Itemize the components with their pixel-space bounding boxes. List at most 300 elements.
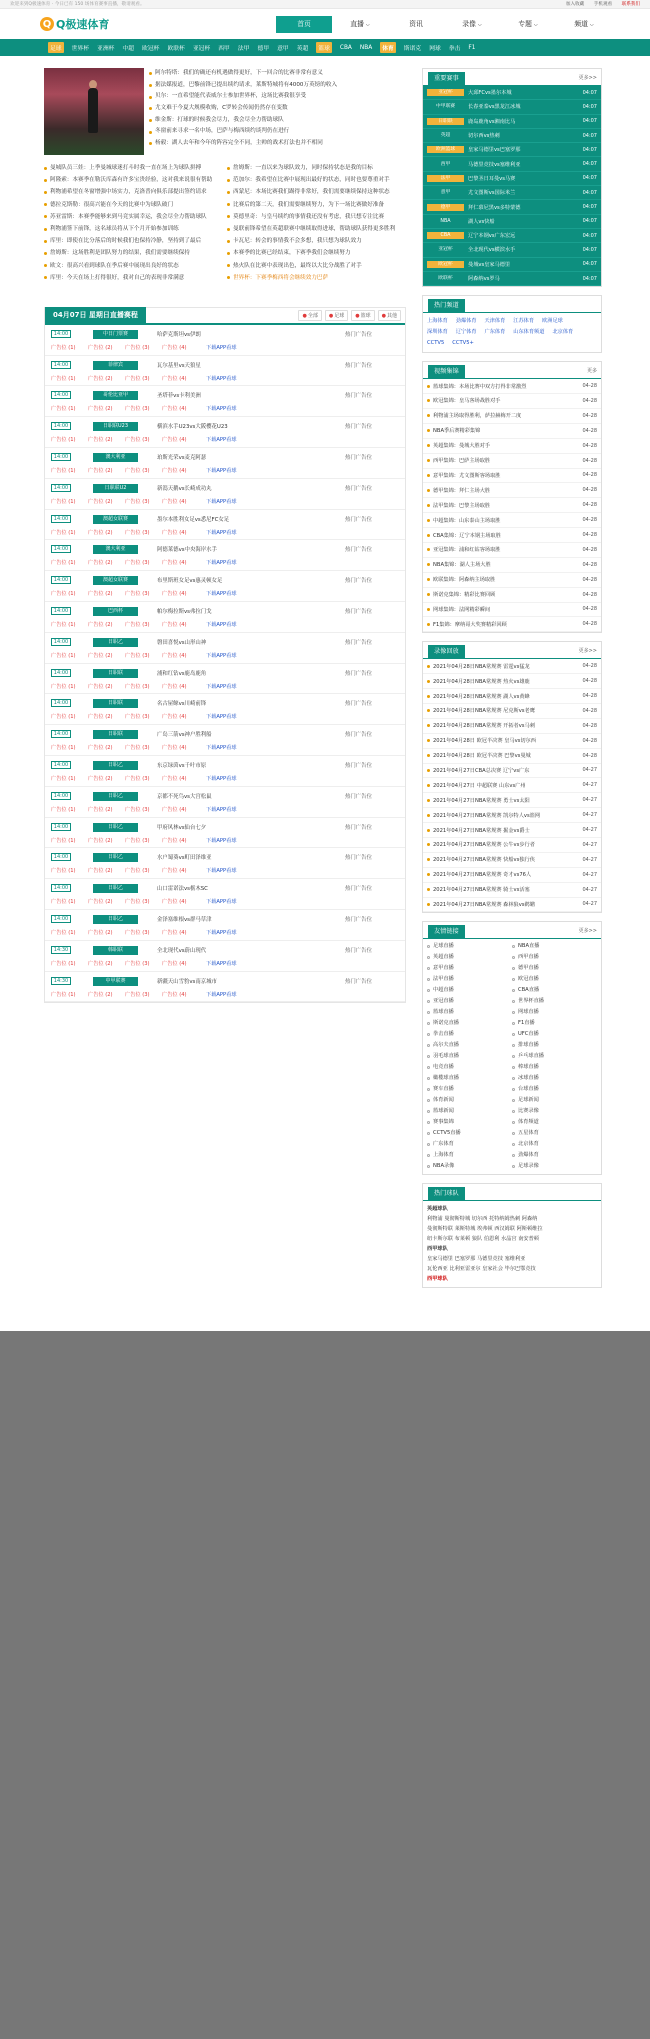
stream-link[interactable]: 广告位 (3): [125, 837, 150, 844]
stream-link[interactable]: 广告位 (3): [125, 899, 150, 906]
league-badge[interactable]: 日职乙: [93, 823, 138, 832]
channel-link[interactable]: CCTV5+: [452, 340, 474, 347]
match-name[interactable]: 东京绿茵vs千叶市原: [157, 763, 207, 770]
match-name[interactable]: 墨尔本胜利女足vs悉尼FC女足: [157, 516, 230, 523]
list-item[interactable]: [423, 808, 601, 823]
download-app-link[interactable]: 下载APP看球: [206, 806, 237, 813]
download-app-link[interactable]: 下载APP看球: [206, 406, 237, 413]
stream-link[interactable]: 广告位 (1): [51, 868, 76, 875]
nav-item[interactable]: [388, 16, 444, 33]
event-item[interactable]: [423, 143, 601, 157]
category-link[interactable]: 西甲: [218, 46, 230, 52]
news-item[interactable]: [227, 247, 406, 259]
headline-item[interactable]: [149, 80, 406, 92]
download-app-link[interactable]: 下载APP看球: [206, 652, 237, 659]
headline-item[interactable]: [149, 103, 406, 115]
friend-link[interactable]: [512, 1073, 597, 1084]
friend-link[interactable]: [512, 1007, 597, 1018]
match-name[interactable]: 水户蜀葵vs町田泽维亚: [157, 855, 212, 862]
league-badge[interactable]: 日职乙: [93, 761, 138, 770]
download-app-link[interactable]: 下载APP看球: [206, 683, 237, 690]
friend-link[interactable]: [512, 952, 597, 963]
event-item[interactable]: [423, 86, 601, 100]
match-name[interactable]: 全北现代vs蔚山现代: [157, 947, 207, 954]
friend-link[interactable]: [427, 1062, 512, 1073]
stream-link[interactable]: 广告位 (1): [51, 622, 76, 629]
category-link[interactable]: 斯诺克: [403, 46, 422, 52]
download-app-link[interactable]: 下载APP看球: [206, 622, 237, 629]
category-link[interactable]: 拳击: [448, 46, 461, 52]
list-item[interactable]: [423, 454, 601, 469]
list-item[interactable]: [423, 823, 601, 838]
friend-link[interactable]: [512, 1139, 597, 1150]
stream-link[interactable]: 广告位 (4): [162, 930, 187, 937]
match-name[interactable]: 京都不死鸟vs大宫松鼠: [157, 793, 212, 800]
stream-link[interactable]: 广告位 (3): [125, 806, 150, 813]
stream-link[interactable]: 广告位 (3): [125, 776, 150, 783]
category-link[interactable]: 法甲: [237, 46, 250, 52]
ad-slot[interactable]: 热门广告位: [345, 609, 372, 616]
stream-link[interactable]: 广告位 (2): [88, 837, 113, 844]
download-app-link[interactable]: 下载APP看球: [206, 498, 237, 505]
stream-link[interactable]: 广告位 (1): [51, 683, 76, 690]
friend-link[interactable]: [512, 941, 597, 952]
nav-item[interactable]: [332, 16, 388, 33]
stream-link[interactable]: 广告位 (2): [88, 899, 113, 906]
download-app-link[interactable]: 下载APP看球: [206, 745, 237, 752]
stream-link[interactable]: 广告位 (1): [51, 714, 76, 721]
league-badge[interactable]: 日职乙: [93, 884, 138, 893]
friend-link[interactable]: [427, 1018, 512, 1029]
stream-link[interactable]: 广告位 (2): [88, 344, 113, 351]
nav-item[interactable]: [500, 16, 556, 33]
stream-link[interactable]: 广告位 (2): [88, 991, 113, 998]
stream-link[interactable]: 广告位 (2): [88, 406, 113, 413]
stream-link[interactable]: 广告位 (3): [125, 652, 150, 659]
friend-link[interactable]: [427, 1139, 512, 1150]
ad-slot[interactable]: 热门广告位: [345, 516, 372, 523]
match-name[interactable]: 金泽塞维根vs群马草津: [157, 917, 212, 924]
stream-link[interactable]: 广告位 (4): [162, 529, 187, 536]
event-item[interactable]: [423, 215, 601, 229]
list-item[interactable]: [423, 379, 601, 394]
league-badge[interactable]: 日职联: [93, 730, 138, 739]
stream-link[interactable]: 广告位 (4): [162, 960, 187, 967]
stream-link[interactable]: 广告位 (3): [125, 622, 150, 629]
match-name[interactable]: 浦和红钻vs鹿岛鹿角: [157, 670, 207, 677]
list-item[interactable]: [423, 659, 601, 674]
friend-link[interactable]: [512, 1106, 597, 1117]
headline-item[interactable]: [149, 126, 406, 138]
contact-link[interactable]: 联系我们: [621, 2, 640, 7]
headline-item[interactable]: [149, 138, 406, 150]
league-badge[interactable]: 中甲联赛: [93, 977, 138, 986]
ad-slot[interactable]: 热门广告位: [345, 763, 372, 770]
list-item[interactable]: [423, 469, 601, 484]
team-line[interactable]: 曼彻斯特联 莱斯特城 埃弗顿 西汉姆联 阿斯顿维拉: [427, 1226, 543, 1233]
stream-link[interactable]: 广告位 (1): [51, 529, 76, 536]
match-name[interactable]: 珀斯光荣vs麦克阿瑟: [157, 455, 207, 462]
stream-link[interactable]: 广告位 (3): [125, 529, 150, 536]
stream-link[interactable]: 广告位 (1): [51, 960, 76, 967]
download-app-link[interactable]: 下载APP看球: [206, 930, 237, 937]
stream-link[interactable]: 广告位 (4): [162, 622, 187, 629]
event-item[interactable]: [423, 157, 601, 171]
stream-link[interactable]: 广告位 (3): [125, 468, 150, 475]
team-line[interactable]: 皇家马德里 巴塞罗那 马德里竞技 塞维利亚: [427, 1256, 526, 1263]
stream-link[interactable]: 广告位 (4): [162, 498, 187, 505]
stream-link[interactable]: 广告位 (2): [88, 806, 113, 813]
match-name[interactable]: 甲府风林vs仙台七夕: [157, 824, 207, 831]
list-item[interactable]: [423, 778, 601, 793]
stream-link[interactable]: 广告位 (4): [162, 437, 187, 444]
stream-link[interactable]: 广告位 (3): [125, 930, 150, 937]
mobile-link[interactable]: 手机观看: [593, 2, 613, 7]
friend-link[interactable]: [427, 1051, 512, 1062]
category-link[interactable]: 意甲: [277, 46, 289, 52]
event-item[interactable]: [423, 172, 601, 186]
league-badge[interactable]: 韩职联: [93, 946, 138, 955]
ad-slot[interactable]: 热门广告位: [345, 701, 372, 708]
stream-link[interactable]: 广告位 (2): [88, 468, 113, 475]
stream-link[interactable]: 广告位 (3): [125, 437, 150, 444]
news-item[interactable]: [44, 162, 223, 174]
league-badge[interactable]: 中日门票赛: [93, 330, 138, 339]
stream-link[interactable]: 广告位 (2): [88, 437, 113, 444]
list-item[interactable]: [423, 603, 601, 618]
stream-link[interactable]: 广告位 (2): [88, 375, 113, 382]
friend-link[interactable]: [427, 1007, 512, 1018]
ad-slot[interactable]: 热门广告位: [345, 886, 372, 893]
stream-link[interactable]: 广告位 (2): [88, 622, 113, 629]
category-link[interactable]: 足球: [48, 42, 64, 53]
list-item[interactable]: [423, 439, 601, 454]
stream-link[interactable]: 广告位 (4): [162, 652, 187, 659]
league-badge[interactable]: 日职乙: [93, 792, 138, 801]
more-link[interactable]: 更多>>: [578, 647, 597, 654]
filter-2[interactable]: [351, 310, 374, 321]
ad-slot[interactable]: 热门广告位: [345, 578, 372, 585]
news-item[interactable]: [227, 174, 406, 186]
event-item[interactable]: [423, 229, 601, 243]
event-item[interactable]: [423, 186, 601, 200]
friend-link[interactable]: [427, 963, 512, 974]
team-line[interactable]: 利物浦 曼彻斯特城 切尔西 托特纳姆热刺 阿森纳: [427, 1216, 538, 1223]
list-item[interactable]: [423, 409, 601, 424]
news-item[interactable]: [227, 186, 406, 198]
stream-link[interactable]: 广告位 (1): [51, 498, 76, 505]
news-item[interactable]: [44, 260, 223, 272]
stream-link[interactable]: 广告位 (1): [51, 899, 76, 906]
stream-link[interactable]: 广告位 (4): [162, 591, 187, 598]
news-item-highlight[interactable]: [227, 272, 406, 284]
league-badge[interactable]: 澳超女联赛: [93, 576, 138, 585]
category-link[interactable]: 世界杯: [71, 46, 90, 52]
match-name[interactable]: 横滨水手U23vs大阪樱花U23: [157, 424, 228, 431]
category-link[interactable]: 欧联杯: [167, 46, 185, 52]
category-link[interactable]: 篮球: [316, 42, 332, 53]
stream-link[interactable]: 广告位 (4): [162, 714, 187, 721]
list-item[interactable]: [423, 513, 601, 528]
league-badge[interactable]: 日职乙: [93, 915, 138, 924]
stream-link[interactable]: 广告位 (4): [162, 468, 187, 475]
list-item[interactable]: [423, 498, 601, 513]
stream-link[interactable]: 广告位 (3): [125, 991, 150, 998]
list-item[interactable]: [423, 868, 601, 883]
stream-link[interactable]: 广告位 (3): [125, 683, 150, 690]
list-item[interactable]: [423, 689, 601, 704]
stream-link[interactable]: 广告位 (3): [125, 344, 150, 351]
match-name[interactable]: 帕尔梅拉斯vs弗拉门戈: [157, 609, 212, 616]
stream-link[interactable]: 广告位 (1): [51, 837, 76, 844]
friend-link[interactable]: [512, 1018, 597, 1029]
match-name[interactable]: 新疆天山雪豹vs南京城市: [157, 978, 217, 985]
stream-link[interactable]: 广告位 (4): [162, 837, 187, 844]
friend-link[interactable]: [427, 1095, 512, 1106]
event-item[interactable]: [423, 115, 601, 129]
friend-link[interactable]: [427, 1029, 512, 1040]
friend-link[interactable]: [427, 941, 512, 952]
stream-link[interactable]: 广告位 (1): [51, 344, 76, 351]
stream-link[interactable]: 广告位 (4): [162, 683, 187, 690]
channel-link[interactable]: 深圳体育: [427, 329, 448, 336]
channel-link[interactable]: 天津体育: [484, 318, 506, 325]
site-logo[interactable]: [40, 16, 109, 32]
news-item[interactable]: [44, 235, 223, 247]
league-badge[interactable]: 哥伦比亚甲: [93, 391, 138, 400]
friend-link[interactable]: [427, 1073, 512, 1084]
stream-link[interactable]: 广告位 (3): [125, 560, 150, 567]
channel-link[interactable]: 辽宁体育: [455, 329, 477, 336]
ad-slot[interactable]: 热门广告位: [345, 393, 372, 400]
friend-link[interactable]: [512, 1161, 597, 1172]
event-item[interactable]: [423, 129, 601, 143]
download-app-link[interactable]: 下载APP看球: [206, 868, 237, 875]
match-name[interactable]: 哈萨克斯坦vs伊朗: [157, 331, 201, 338]
stream-link[interactable]: 广告位 (4): [162, 344, 187, 351]
ad-slot[interactable]: 热门广告位: [345, 485, 372, 492]
list-item[interactable]: [423, 898, 601, 913]
ad-slot[interactable]: 热门广告位: [345, 670, 372, 677]
download-app-link[interactable]: 下载APP看球: [206, 837, 237, 844]
ad-slot[interactable]: 热门广告位: [345, 855, 372, 862]
category-link[interactable]: 德甲: [257, 46, 270, 52]
news-item[interactable]: [44, 174, 223, 186]
friend-link[interactable]: [512, 1062, 597, 1073]
friend-link[interactable]: [512, 1040, 597, 1051]
match-name[interactable]: 名古屋鲸vs川崎前锋: [157, 701, 207, 708]
friend-link[interactable]: [512, 1084, 597, 1095]
friend-link[interactable]: [427, 1161, 512, 1172]
download-app-link[interactable]: 下载APP看球: [206, 714, 237, 721]
friend-link[interactable]: [512, 996, 597, 1007]
league-badge[interactable]: 菲律宾: [93, 361, 138, 370]
ad-slot[interactable]: 热门广告位: [345, 824, 372, 831]
stream-link[interactable]: 广告位 (2): [88, 930, 113, 937]
list-item[interactable]: [423, 719, 601, 734]
news-item[interactable]: [227, 223, 406, 235]
league-badge[interactable]: 日职联: [93, 669, 138, 678]
stream-link[interactable]: 广告位 (2): [88, 498, 113, 505]
news-item[interactable]: [44, 272, 223, 284]
news-item[interactable]: [227, 162, 406, 174]
news-item[interactable]: [44, 199, 223, 211]
headline-item[interactable]: [149, 68, 406, 80]
friend-link[interactable]: [427, 985, 512, 996]
category-link[interactable]: 体育: [380, 42, 396, 53]
stream-link[interactable]: 广告位 (4): [162, 899, 187, 906]
ad-slot[interactable]: 热门广告位: [345, 732, 372, 739]
list-item[interactable]: [423, 394, 601, 409]
filter-3[interactable]: [378, 310, 401, 321]
stream-link[interactable]: 广告位 (2): [88, 776, 113, 783]
filter-0[interactable]: [298, 310, 321, 321]
download-app-link[interactable]: 下载APP看球: [206, 991, 237, 998]
category-link[interactable]: CBA: [339, 44, 352, 51]
friend-link[interactable]: [512, 1128, 597, 1139]
ad-slot[interactable]: 热门广告位: [345, 362, 372, 369]
league-badge[interactable]: 澳大利亚: [93, 453, 138, 462]
friend-link[interactable]: [427, 1150, 512, 1161]
match-name[interactable]: 圣塔菲vs卡利美洲: [157, 393, 201, 400]
ad-slot[interactable]: 热门广告位: [345, 331, 372, 338]
list-item[interactable]: [423, 483, 601, 498]
category-link[interactable]: NBA: [359, 44, 373, 51]
friend-link[interactable]: [427, 1040, 512, 1051]
match-name[interactable]: 山口雷诺法vs栃木SC: [157, 886, 208, 893]
list-item[interactable]: [423, 424, 601, 439]
event-item[interactable]: [423, 258, 601, 272]
list-item[interactable]: [423, 734, 601, 749]
friend-link[interactable]: [512, 1051, 597, 1062]
team-line[interactable]: 西甲球队: [427, 1276, 448, 1283]
stream-link[interactable]: 广告位 (3): [125, 406, 150, 413]
league-badge[interactable]: 日职乙: [93, 853, 138, 862]
channel-link[interactable]: 广东体育: [484, 329, 506, 336]
headline-item[interactable]: [149, 91, 406, 103]
stream-link[interactable]: 广告位 (2): [88, 560, 113, 567]
stream-link[interactable]: 广告位 (2): [88, 745, 113, 752]
stream-link[interactable]: 广告位 (2): [88, 683, 113, 690]
list-item[interactable]: [423, 838, 601, 853]
match-name[interactable]: 瓦尔基里vs天狼星: [157, 362, 201, 369]
news-item[interactable]: [44, 223, 223, 235]
stream-link[interactable]: 广告位 (3): [125, 498, 150, 505]
more-link[interactable]: 更多>>: [578, 74, 597, 81]
friend-link[interactable]: [512, 1150, 597, 1161]
channel-link[interactable]: CCTV5: [427, 340, 445, 347]
stream-link[interactable]: 广告位 (1): [51, 745, 76, 752]
more-link[interactable]: 更多>>: [578, 927, 597, 934]
friend-link[interactable]: [427, 1128, 512, 1139]
stream-link[interactable]: 广告位 (1): [51, 560, 76, 567]
friend-link[interactable]: [427, 952, 512, 963]
stream-link[interactable]: 广告位 (4): [162, 406, 187, 413]
stream-link[interactable]: 广告位 (4): [162, 560, 187, 567]
ad-slot[interactable]: 热门广告位: [345, 978, 372, 985]
list-item[interactable]: [423, 573, 601, 588]
stream-link[interactable]: 广告位 (1): [51, 468, 76, 475]
friend-link[interactable]: [427, 1106, 512, 1117]
category-link[interactable]: 亚洲杯: [97, 46, 115, 52]
stream-link[interactable]: 广告位 (1): [51, 375, 76, 382]
league-badge[interactable]: 澳大利亚: [93, 545, 138, 554]
stream-link[interactable]: 广告位 (2): [88, 714, 113, 721]
match-name[interactable]: 新潟天鹅vs长崎成功丸: [157, 485, 212, 492]
channel-link[interactable]: 江苏体育: [513, 318, 535, 325]
friend-link[interactable]: [512, 974, 597, 985]
friend-link[interactable]: [512, 1117, 597, 1128]
stream-link[interactable]: 广告位 (4): [162, 375, 187, 382]
friend-link[interactable]: [427, 1117, 512, 1128]
download-app-link[interactable]: 下载APP看球: [206, 560, 237, 567]
category-link[interactable]: 中超: [122, 46, 135, 52]
download-app-link[interactable]: 下载APP看球: [206, 437, 237, 444]
stream-link[interactable]: 广告位 (4): [162, 806, 187, 813]
match-name[interactable]: 布里斯班女足vs惠灵顿女足: [157, 578, 223, 585]
ad-slot[interactable]: 热门广告位: [345, 639, 372, 646]
stream-link[interactable]: 广告位 (4): [162, 991, 187, 998]
stream-link[interactable]: 广告位 (3): [125, 745, 150, 752]
news-item[interactable]: [44, 211, 223, 223]
stream-link[interactable]: 广告位 (1): [51, 591, 76, 598]
nav-item[interactable]: [556, 16, 612, 33]
stream-link[interactable]: 广告位 (1): [51, 652, 76, 659]
match-name[interactable]: 磐田喜悦vs山形山神: [157, 639, 207, 646]
friend-link[interactable]: [512, 1029, 597, 1040]
nav-item[interactable]: [276, 16, 332, 33]
download-app-link[interactable]: 下载APP看球: [206, 899, 237, 906]
list-item[interactable]: [423, 543, 601, 558]
download-app-link[interactable]: 下载APP看球: [206, 344, 237, 351]
stream-link[interactable]: 广告位 (2): [88, 591, 113, 598]
news-item[interactable]: [44, 247, 223, 259]
nav-item[interactable]: [444, 16, 500, 33]
news-item[interactable]: [227, 199, 406, 211]
event-item[interactable]: [423, 100, 601, 114]
list-item[interactable]: [423, 704, 601, 719]
list-item[interactable]: [423, 749, 601, 764]
stream-link[interactable]: 广告位 (2): [88, 529, 113, 536]
stream-link[interactable]: 广告位 (3): [125, 868, 150, 875]
download-app-link[interactable]: 下载APP看球: [206, 529, 237, 536]
friend-link[interactable]: [512, 963, 597, 974]
friend-link[interactable]: [512, 985, 597, 996]
friend-link[interactable]: [512, 1095, 597, 1106]
list-item[interactable]: [423, 674, 601, 689]
list-item[interactable]: [423, 558, 601, 573]
event-item[interactable]: [423, 243, 601, 257]
stream-link[interactable]: 广告位 (2): [88, 652, 113, 659]
news-item[interactable]: [227, 235, 406, 247]
download-app-link[interactable]: 下载APP看球: [206, 591, 237, 598]
friend-link[interactable]: [427, 1084, 512, 1095]
list-item[interactable]: [423, 588, 601, 603]
team-line[interactable]: 纽卡斯尔联 布莱顿 狼队 伯恩利 水晶宫 南安普顿: [427, 1236, 539, 1243]
stream-link[interactable]: 广告位 (1): [51, 991, 76, 998]
ad-slot[interactable]: 热门广告位: [345, 947, 372, 954]
team-line[interactable]: 西甲球队: [427, 1246, 448, 1253]
event-item[interactable]: [423, 272, 601, 286]
team-line[interactable]: 瓦伦西亚 比利亚雷亚尔 皇家社会 毕尔巴鄂竞技: [427, 1266, 536, 1273]
stream-link[interactable]: 广告位 (3): [125, 714, 150, 721]
headline-item[interactable]: [149, 115, 406, 127]
friend-link[interactable]: [427, 974, 512, 985]
news-item[interactable]: [227, 260, 406, 272]
category-link[interactable]: 亚冠杯: [192, 46, 211, 52]
channel-link[interactable]: 劲爆体育: [455, 318, 477, 325]
category-link[interactable]: 欧冠杯: [142, 46, 160, 52]
